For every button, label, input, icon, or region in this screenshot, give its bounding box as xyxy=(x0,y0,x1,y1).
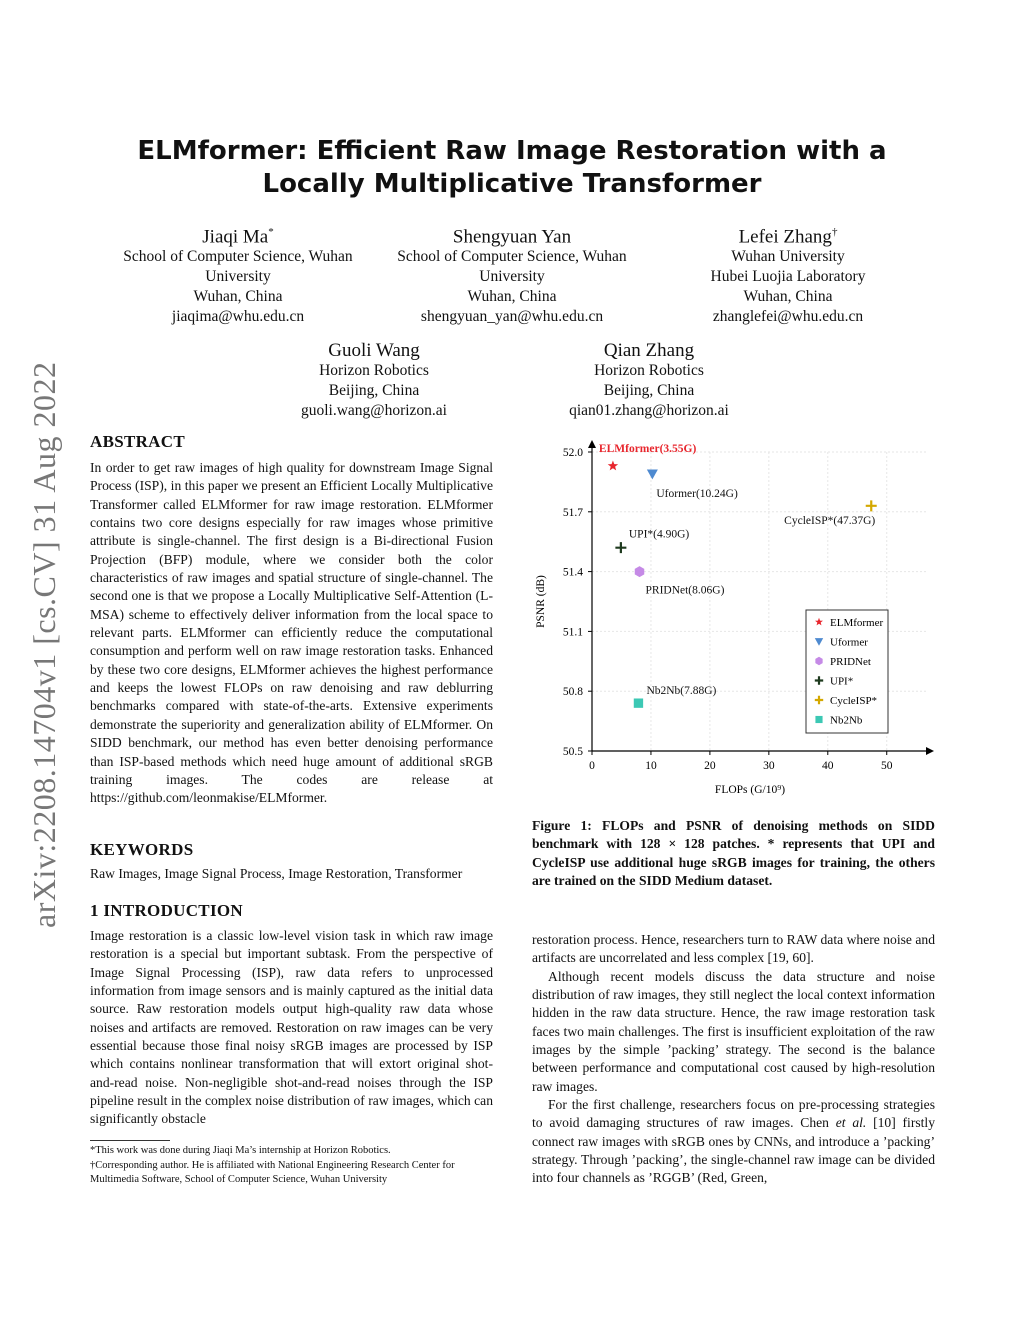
data-label-PRIDNet: PRIDNet(8.06G) xyxy=(645,584,725,597)
introduction-section xyxy=(90,901,493,1129)
y-axis-arrow xyxy=(588,440,596,448)
author-affiliation: Horizon Robotics xyxy=(594,362,704,379)
author-name: Lefei Zhang xyxy=(738,226,832,248)
abstract-heading: ABSTRACT xyxy=(90,432,185,451)
data-point-CycleISP* xyxy=(784,500,877,527)
author-city: Beijing, China xyxy=(328,382,420,399)
data-point-ELMformer xyxy=(599,443,697,470)
author-affiliation: School of Computer Science, Wuhan xyxy=(397,248,627,266)
author-block xyxy=(108,220,368,327)
x-tick-label: 40 xyxy=(822,760,834,772)
footnote-rule xyxy=(90,1140,170,1141)
y-tick-label: 51.4 xyxy=(562,566,583,579)
legend-label: Nb2Nb xyxy=(830,714,863,727)
data-label-ELMformer: ELMformer(3.55G) xyxy=(598,442,697,455)
author-affiliation: Horizon Robotics xyxy=(319,362,429,379)
x-tick-label: 0 xyxy=(589,760,595,772)
author-city: Wuhan, China xyxy=(193,288,283,306)
author-mark: † xyxy=(831,226,838,238)
author-email[interactable]: zhanglefei@whu.edu.cn xyxy=(712,308,864,326)
keywords-section xyxy=(90,840,493,883)
author-block xyxy=(258,338,490,421)
abstract-text: In order to get raw images of high quality for downstream Image Signal Process (ISP), in this paper we present an Efficient Locally Multiplicative Transformer called ELMformer for raw image restoration. ELMformer contains two core designs especially for raw images whose primitive attribute is single-channel. The first design is a Bi-directional Fusion Projection (BFP) module, where we consider both the color characteristics of raw images and spatial structure of single-channel. The second one is that we propose a Locally Multiplicative Self-Attention (L-MSA) scheme to effectively deliver information from the local space to relevant parts. ELMformer can efficiently reduce the computational consumption and perform well on raw image restoration tasks. Enhanced by these two core designs, ELMformer achieves the highest performance and keeps the lowest FLOPs on raw denoising and raw deblurring benchmarks compared with state-of-the-arts. Extensive experiments demonstrate the superiority and generalization ability of ELMformer. On SIDD benchmark, our method has even better denoising performance than ISP-based methods which need huge amount of additional sRGB training images. The codes are release at https://github.com/leonmakise/ELMformer. xyxy=(90,460,493,806)
legend-label: UPI* xyxy=(830,675,854,688)
data-label-Nb2Nb: Nb2Nb(7.88G) xyxy=(646,685,717,698)
author-affiliation: School of Computer Science, Wuhan xyxy=(123,248,353,266)
figure-caption-text: Figure 1: FLOPs and PSNR of denoising methods on SIDD benchmark with 128 × 128 patches. * represents that UPI and CycleISP use additional huge sRGB images for training, the others are trained on the SIDD Medium dataset. xyxy=(532,818,935,888)
legend-label: Uformer xyxy=(830,636,868,649)
marker-hexagon-PRIDNet xyxy=(635,566,645,577)
introduction-continued xyxy=(532,931,935,1188)
data-label-UPI*: UPI*(4.90G) xyxy=(628,528,690,541)
figure-caption xyxy=(532,817,935,890)
paragraph-emphasis: et al. xyxy=(835,1115,867,1131)
author-affiliation: Hubei Luojia Laboratory xyxy=(710,268,866,286)
author-email[interactable]: qian01.zhang@horizon.ai xyxy=(569,402,729,419)
footnote: †Corresponding author. He is affiliated with National Engineering Research Center for Multimedia Software, School of Computer Science, Wuhan University xyxy=(90,1159,455,1185)
legend-label: CycleISP* xyxy=(830,695,878,707)
marker-plus-UPI* xyxy=(615,542,626,553)
marker-plus-CycleISP* xyxy=(866,500,877,511)
author-email[interactable]: shengyuan_yan@whu.edu.cn xyxy=(420,308,604,326)
introduction-paragraph: restoration process. Hence, researchers turn to RAW data where noise and artifacts are uncorrelated and less complex [19, 60]. xyxy=(532,932,935,966)
introduction-paragraph: Although recent models discuss the data structure and noise distribution of raw images, they still neglect the local context information hidden in the raw data structure. Hence, the raw image restoration task faces two main challenges. The first is insufficient exploitation of the raw images by the simple ’packing’ strategy. The second is the balance between performance and computational cost caused by high-resolution raw images. xyxy=(532,968,935,1094)
author-city: Wuhan, China xyxy=(743,288,833,306)
author-name: Guoli Wang xyxy=(328,340,420,361)
author-name: Qian Zhang xyxy=(603,340,695,361)
x-tick-label: 30 xyxy=(763,760,775,772)
y-tick-label: 50.8 xyxy=(562,686,583,699)
legend-label: PRIDNet xyxy=(830,656,871,668)
flops-psnr-scatter-chart xyxy=(530,435,940,805)
keywords-text: Raw Images, Image Signal Process, Image Restoration, Transformer xyxy=(90,866,463,881)
author-affiliation: Wuhan University xyxy=(731,248,845,266)
data-point-PRIDNet xyxy=(635,566,725,597)
x-tick-label: 10 xyxy=(645,760,657,772)
footnote: *This work was done during Jiaqi Ma’s internship at Horizon Robotics. xyxy=(90,1145,391,1156)
y-tick-label: 51.1 xyxy=(562,626,583,639)
paper-title: ELMformer: Efficient Raw Image Restoration with a Locally Multiplicative Transformer xyxy=(137,136,887,199)
keywords-heading: KEYWORDS xyxy=(90,840,194,859)
paragraph-text: [10] firstly connect raw images with sRGB ones by CNNs, and introduce a ’packing’ strategy. Through ’packing’, the single-channel raw image can be divided into four channels as ’RGGB’ (Red, Green, xyxy=(532,1115,935,1186)
data-label-Uformer: Uformer(10.24G) xyxy=(656,487,738,500)
author-name: Jiaqi Ma xyxy=(202,226,269,248)
author-city: Beijing, China xyxy=(603,382,695,399)
y-tick-label: 50.5 xyxy=(562,746,583,758)
y-axis-label: PSNR (dB) xyxy=(535,575,547,628)
paragraph-text: For the first challenge, researchers focus on pre-processing strategies to avoid damaging structures of raw images. Chen xyxy=(532,1097,935,1131)
y-tick-label: 51.7 xyxy=(562,506,583,519)
author-email[interactable]: guoli.wang@horizon.ai xyxy=(301,402,447,419)
x-axis-label: FLOPs (G/10⁹) xyxy=(714,784,786,796)
marker-square-Nb2Nb xyxy=(815,716,822,723)
author-block xyxy=(382,220,642,327)
footnotes xyxy=(90,1144,493,1188)
introduction-paragraph: Image restoration is a classic low-level vision task in which raw image restoration is a special but important subtask. From the perspective of Image Signal Processing (ISP), raw data refers to unprocessed information from image sensors and is mainly captured as the initial data source. Raw restoration models output high-quality raw data whose noises and artifacts are removed. Restoration on raw images can be very essential because those final noisy sRGB images are processed by ISP which contains nonlinear transformation that will extort original shot-and-read noise. Non-negligible shot-and-read noises through the ISP pipeline result in the complex noise distribution of raw images, which can significantly obstacle xyxy=(90,928,493,1127)
introduction-paragraph xyxy=(532,1096,935,1188)
marker-star-ELMformer xyxy=(608,460,618,470)
author-email[interactable]: jiaqima@whu.edu.cn xyxy=(171,308,305,326)
data-point-Nb2Nb xyxy=(634,685,717,708)
x-tick-label: 50 xyxy=(880,760,893,772)
x-tick-label: 20 xyxy=(704,760,716,772)
data-point-UPI* xyxy=(615,529,689,554)
marker-triangle-Uformer xyxy=(647,470,658,480)
abstract-section xyxy=(90,432,493,808)
introduction-heading: 1 INTRODUCTION xyxy=(90,901,243,920)
legend-label: ELMformer xyxy=(830,617,884,629)
author-name: Shengyuan Yan xyxy=(452,226,572,248)
author-mark: * xyxy=(268,226,274,238)
author-affiliation: University xyxy=(479,268,545,286)
author-city: Wuhan, China xyxy=(467,288,557,306)
chart-legend xyxy=(806,610,888,733)
marker-square-Nb2Nb xyxy=(634,698,643,707)
data-point-Uformer xyxy=(647,470,738,500)
author-affiliation: University xyxy=(205,268,271,286)
data-label-CycleISP*: CycleISP*(47.37G) xyxy=(784,514,876,527)
author-block xyxy=(658,220,918,327)
y-tick-label: 52.0 xyxy=(562,447,583,459)
x-axis-arrow xyxy=(926,747,934,755)
arxiv-identifier: arXiv:2208.14704v1 [cs.CV] 31 Aug 2022 xyxy=(26,361,62,929)
author-block xyxy=(533,338,765,421)
